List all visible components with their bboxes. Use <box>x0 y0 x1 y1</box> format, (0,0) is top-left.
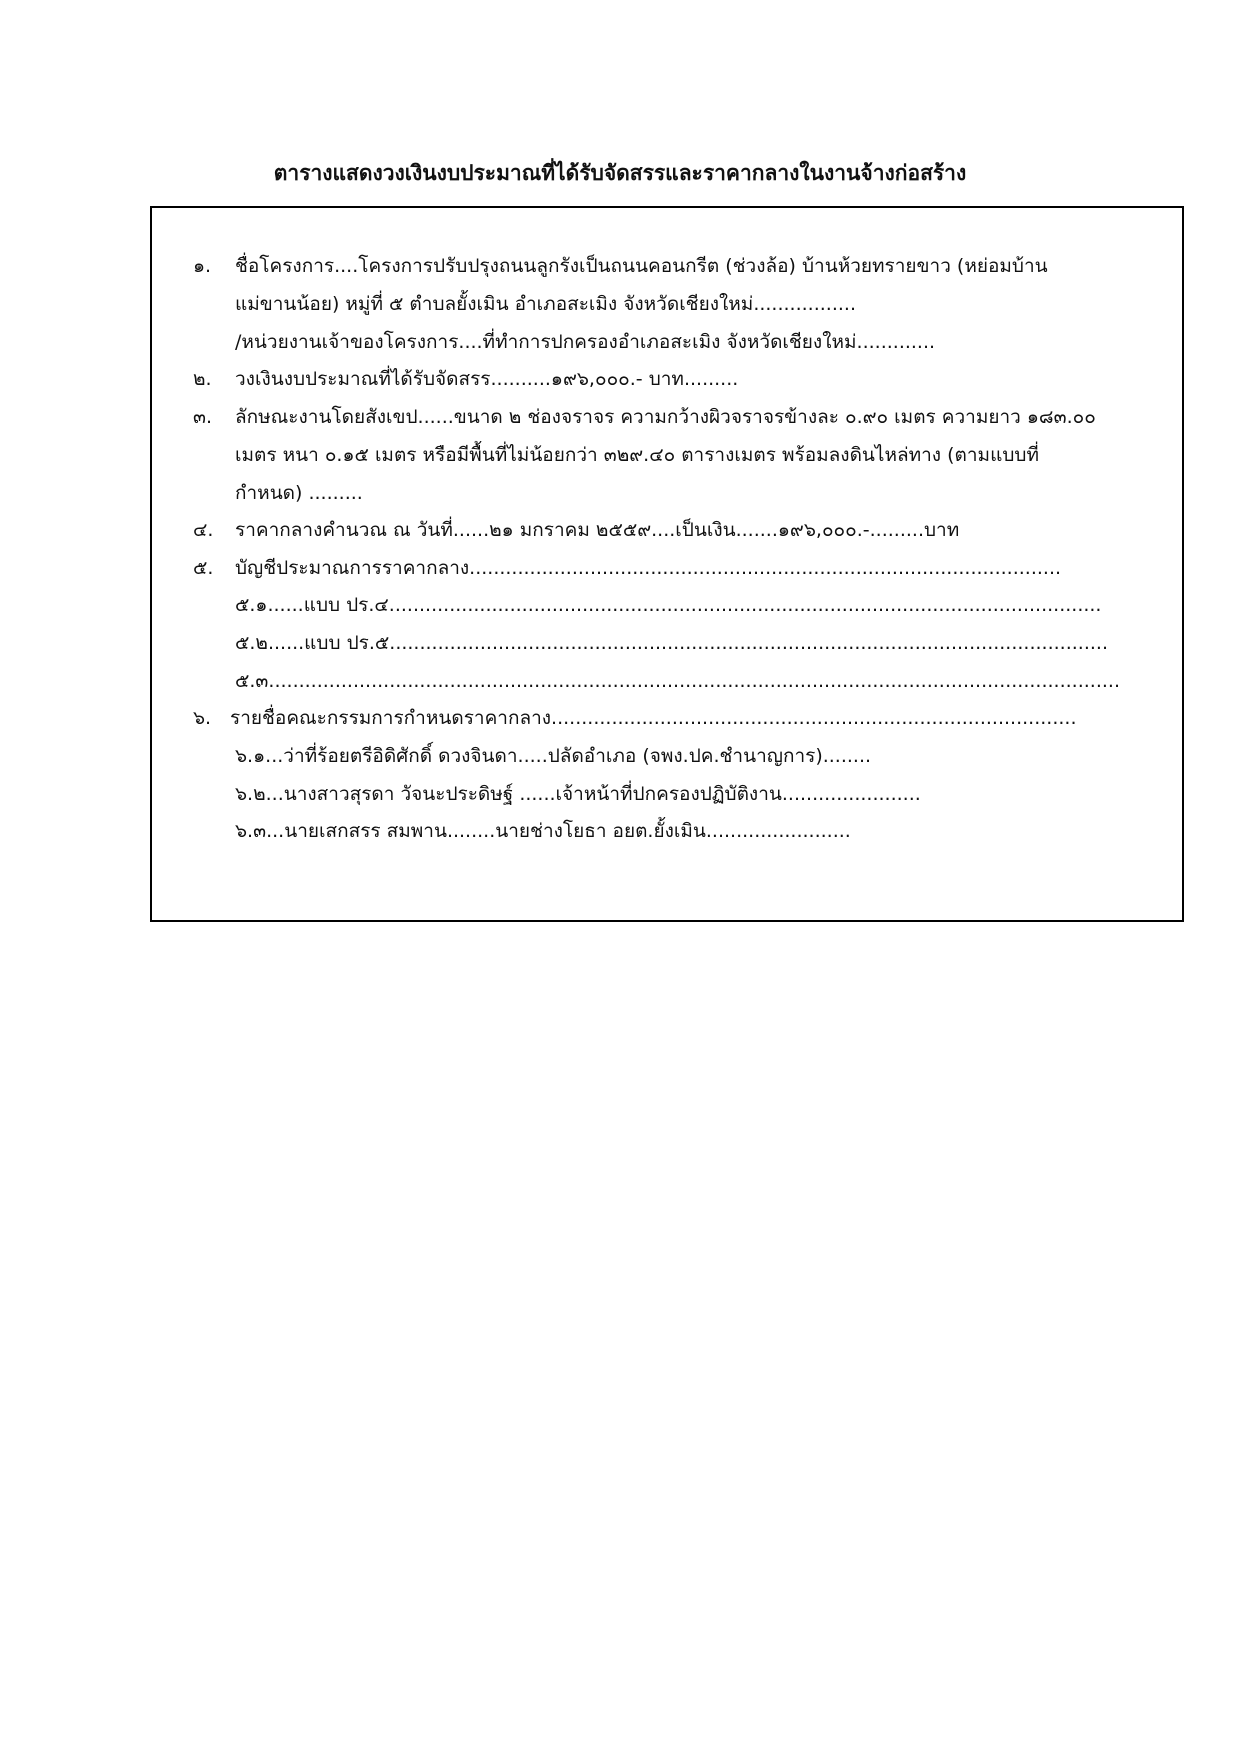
item-number: ๑. <box>193 255 212 277</box>
sub-item-5-2: ๕.๒......แบบ ปร.๕....................................................................................................................... <box>235 632 1108 654</box>
item-2-line-1 <box>193 367 738 391</box>
item-number: ๖. <box>193 707 212 729</box>
item-6-line-1 <box>193 706 1076 730</box>
sub-item-5-1: ๕.๑......แบบ ปร.๔...................................................................................................................... <box>235 594 1102 616</box>
item-text: วงเงินงบประมาณที่ได้รับจัดสรร..........๑๙๖,๐๐๐.- บาท......... <box>235 368 739 390</box>
item-number: ๔. <box>193 519 214 541</box>
item-5-line-1 <box>193 556 1061 580</box>
page-title: ตารางแสดงวงเงินงบประมาณที่ได้รับจัดสรรและราคากลางในงานจ้างก่อสร้าง <box>273 161 967 185</box>
item-number: ๕. <box>193 557 214 579</box>
sub-item-5-3: ๕.๓............................................................................................................................................. <box>235 670 1120 692</box>
item-3-line-2: เมตร หนา ๐.๑๕ เมตร หรือมีพื้นที่ไม่น้อยกว่า ๓๒๙.๔๐ ตารางเมตร พร้อมลงดินไหล่ทาง (ตามแบบที่ <box>235 444 1039 466</box>
committee-member-2: ๖.๒...นางสาวสุรดา วัจนะประดิษฐ์ ......เจ้าหน้าที่ปกครองปฏิบัติงาน....................... <box>235 783 921 805</box>
item-1-line-3: /หน่วยงานเจ้าของโครงการ....ที่ทำการปกครองอำเภอสะเมิง จังหวัดเชียงใหม่............. <box>235 331 936 353</box>
committee-member-3: ๖.๓...นายเสกสรร สมพาน........นายช่างโยธา อยต.ยั้งเมิน........................ <box>235 820 851 842</box>
item-text: ลักษณะงานโดยสังเขป......ขนาด ๒ ช่องจราจร ความกว้างผิวจราจรข้างละ ๐.๙๐ เมตร ความยาว ๑๘๓.๐๐ <box>235 406 1096 428</box>
item-text: บัญชีประมาณการราคากลาง.................................................................................................. <box>235 557 1062 579</box>
item-number: ๓. <box>193 406 213 428</box>
item-number: ๒. <box>193 368 212 390</box>
committee-member-1: ๖.๑...ว่าที่ร้อยตรีอิดิศักดิ์ ดวงจินดา.....ปลัดอำเภอ (จพง.ปค.ชำนาญการ)........ <box>235 745 872 767</box>
item-text: รายชื่อคณะกรรมการกำหนดราคากลาง....................................................................................... <box>230 707 1077 729</box>
item-text: ชื่อโครงการ....โครงการปรับปรุงถนนลูกรังเป็นถนนคอนกรีต (ช่วงล้อ) บ้านห้วยทรายขาว (หย่อมบ้าน <box>235 255 1048 277</box>
item-3-line-1 <box>193 405 1096 429</box>
item-text: ราคากลางคำนวณ ณ วันที่......๒๑ มกราคม ๒๕๕๙....เป็นเงิน.......๑๙๖,๐๐๐.-.........บาท <box>235 519 960 541</box>
item-3-line-3: กำหนด) ......... <box>235 482 363 504</box>
item-4-line-1 <box>193 518 959 542</box>
item-1-line-1 <box>193 254 1048 278</box>
item-1-line-2: แม่ขานน้อย) หมู่ที่ ๕ ตำบลยั้งเมิน อำเภอสะเมิง จังหวัดเชียงใหม่................. <box>235 293 856 315</box>
